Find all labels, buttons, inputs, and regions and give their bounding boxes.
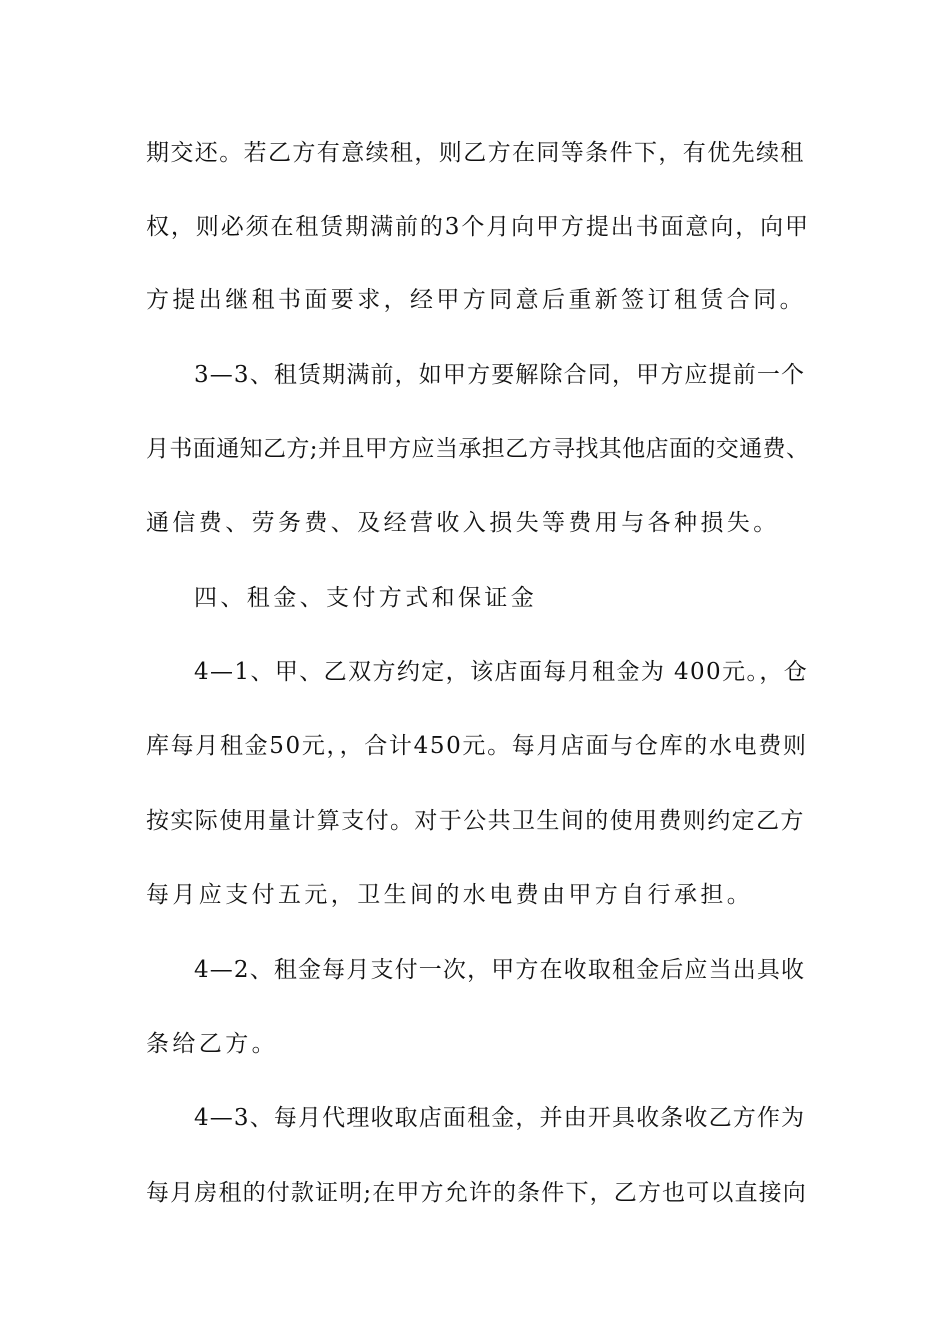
text-line: 4—1、甲、乙双方约定，该店面每月租金为 400元。，仓 <box>194 659 809 685</box>
text-line: 期交还。若乙方有意续租，则乙方在同等条件下，有优先续租 <box>146 140 805 166</box>
text-line: 库每月租金50元，，合计450元。每月店面与仓库的水电费则 <box>146 733 808 759</box>
text-line: 3—3、租赁期满前，如甲方要解除合同，甲方应提前一个 <box>194 362 806 388</box>
text-line: 每月房租的付款证明;在甲方允许的条件下，乙方也可以直接向 <box>146 1180 807 1206</box>
text-line: 权，则必须在租赁期满前的3个月向甲方提出书面意向，向甲 <box>146 214 810 240</box>
text-line: 4—3、每月代理收取店面租金，并由开具收条收乙方作为 <box>194 1105 806 1131</box>
text-line: 4—2、租金每月支付一次，甲方在收取租金后应当出具收 <box>194 957 806 983</box>
text-line: 方提出继租书面要求，经甲方同意后重新签订租赁合同。 <box>146 287 806 313</box>
text-line: 条给乙方。 <box>146 1031 278 1057</box>
section-heading: 四、租金、支付方式和保证金 <box>194 585 538 611</box>
text-line: 每月应支付五元，卫生间的水电费由甲方自行承担。 <box>146 882 754 908</box>
text-line: 月书面通知乙方;并且甲方应当承担乙方寻找其他店面的交通费、 <box>146 436 810 462</box>
text-line: 按实际使用量计算支付。对于公共卫生间的使用费则约定乙方 <box>146 808 805 834</box>
text-line: 通信费、劳务费、及经营收入损失等费用与各种损失。 <box>146 510 780 536</box>
